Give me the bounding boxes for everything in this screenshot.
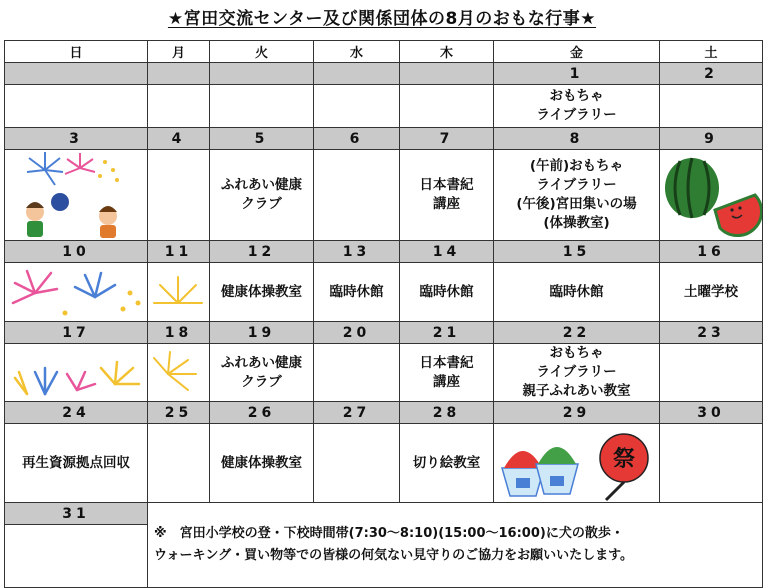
event-cell: 土曜学校 — [660, 263, 763, 322]
festival-fan-icon — [494, 424, 660, 502]
fireworks-icon — [148, 263, 210, 321]
fireworks-icon — [5, 263, 148, 321]
fireworks-children-illustration — [5, 150, 148, 241]
event-cell: 臨時休館 — [400, 263, 494, 322]
day-number: 7 — [400, 128, 494, 150]
day-number: 2 — [660, 63, 763, 85]
day-number: 5 — [210, 128, 314, 150]
event-line: おもちゃ — [549, 88, 604, 104]
event-line: ふれあい健康 — [221, 354, 302, 371]
event-line: 日本書紀 — [419, 354, 474, 371]
event-line: クラブ — [241, 196, 282, 212]
event-cell — [494, 150, 660, 241]
event-line: クラブ — [241, 373, 282, 390]
event-cell: 健康体操教室 — [210, 424, 314, 503]
day-number: 26 — [210, 402, 314, 424]
fireworks-illustration — [148, 344, 210, 402]
event-line: おもちゃ — [549, 345, 604, 361]
day-number — [148, 63, 210, 85]
weekday-thu: 木 — [400, 41, 494, 63]
weekday-tue: 火 — [210, 41, 314, 63]
day-number: 30 — [660, 402, 763, 424]
event-line: ライブラリー — [536, 364, 617, 380]
event-cell — [400, 150, 494, 241]
event-line: (午後)宮田集いの場 — [516, 196, 637, 212]
event-cell: 健康体操教室 — [210, 263, 314, 322]
week1-number-row — [5, 63, 763, 85]
event-cell — [210, 150, 314, 241]
day-number: 4 — [148, 128, 210, 150]
day-number: 14 — [400, 241, 494, 263]
day-number — [210, 63, 314, 85]
day-number: 15 — [494, 241, 660, 263]
day-number: 19 — [210, 322, 314, 344]
event-line: (午前)おもちゃ — [529, 158, 624, 174]
page-title: ★宮田交流センター及び関係団体の8月のおもな行事★ — [167, 9, 597, 29]
calendar-table — [4, 40, 763, 588]
fan-icon — [51, 193, 69, 211]
notice-text — [148, 503, 763, 588]
day-number: 23 — [660, 322, 763, 344]
day-number: 31 — [5, 503, 148, 525]
week3-event-row — [5, 263, 763, 322]
day-number: 6 — [314, 128, 400, 150]
day-number: 1 — [494, 63, 660, 85]
event-line: 講座 — [433, 196, 460, 212]
day-number: 27 — [314, 402, 400, 424]
day-number — [400, 63, 494, 85]
event-cell: 再生資源拠点回収 — [5, 424, 148, 503]
weekday-mon: 月 — [148, 41, 210, 63]
event-line: ライブラリー — [536, 177, 617, 193]
day-number: 3 — [5, 128, 148, 150]
week4-number-row — [5, 322, 763, 344]
event-line: 日本書紀 — [419, 177, 474, 193]
week2-event-row — [5, 150, 763, 241]
day-number: 18 — [148, 322, 210, 344]
week5-event-row — [5, 424, 763, 503]
day-number: 22 — [494, 322, 660, 344]
event-cell — [210, 344, 314, 402]
weekday-fri: 金 — [494, 41, 660, 63]
event-line: 講座 — [433, 373, 460, 390]
notice-line: ※ 宮田小学校の登・下校時間帯(7:30〜8:10)(15:00〜16:00)に犬の散歩・ — [154, 526, 624, 541]
week2-number-row — [5, 128, 763, 150]
notice-line: ウォーキング・買い物等での皆様の何気ない見守りのご協力をお願いいたします。 — [154, 548, 634, 563]
event-line: (体操教室) — [543, 215, 610, 231]
day-number: 11 — [148, 241, 210, 263]
day-number: 13 — [314, 241, 400, 263]
fireworks-illustration — [5, 344, 148, 402]
day-number: 24 — [5, 402, 148, 424]
fireworks-icon — [148, 344, 210, 400]
fireworks-icon — [5, 150, 148, 240]
event-line: ライブラリー — [536, 107, 617, 123]
weekday-wed: 水 — [314, 41, 400, 63]
event-cell: 切り絵教室 — [400, 424, 494, 503]
day-number: 8 — [494, 128, 660, 150]
watermelon-illustration — [660, 150, 763, 241]
day-number: 20 — [314, 322, 400, 344]
weekday-sun: 日 — [5, 41, 148, 63]
day-number — [5, 63, 148, 85]
day-number: 10 — [5, 241, 148, 263]
day-number: 21 — [400, 322, 494, 344]
week5-number-row — [5, 402, 763, 424]
weekday-header-row — [5, 41, 763, 63]
event-cell — [494, 85, 660, 128]
fireworks-illustration — [5, 263, 148, 322]
festival-sign-text: 祭 — [612, 447, 636, 472]
event-cell: 臨時休館 — [314, 263, 400, 322]
week4-event-row — [5, 344, 763, 402]
week1-event-row — [5, 85, 763, 128]
day-number: 17 — [5, 322, 148, 344]
day-number: 12 — [210, 241, 314, 263]
event-line: 親子ふれあい教室 — [522, 383, 631, 399]
week6-number-row — [5, 503, 763, 525]
event-cell — [400, 344, 494, 402]
event-cell: 臨時休館 — [494, 263, 660, 322]
day-number: 9 — [660, 128, 763, 150]
fireworks-icon — [5, 344, 148, 400]
event-line: ふれあい健康 — [221, 177, 302, 193]
day-number: 25 — [148, 402, 210, 424]
day-number: 16 — [660, 241, 763, 263]
event-cell — [494, 344, 660, 402]
day-number: 29 — [494, 402, 660, 424]
fireworks-illustration — [148, 263, 210, 322]
day-number — [314, 63, 400, 85]
weekday-sat: 土 — [660, 41, 763, 63]
shaved-ice-illustration — [494, 424, 660, 503]
week3-number-row — [5, 241, 763, 263]
watermelon-icon — [660, 150, 763, 240]
day-number: 28 — [400, 402, 494, 424]
